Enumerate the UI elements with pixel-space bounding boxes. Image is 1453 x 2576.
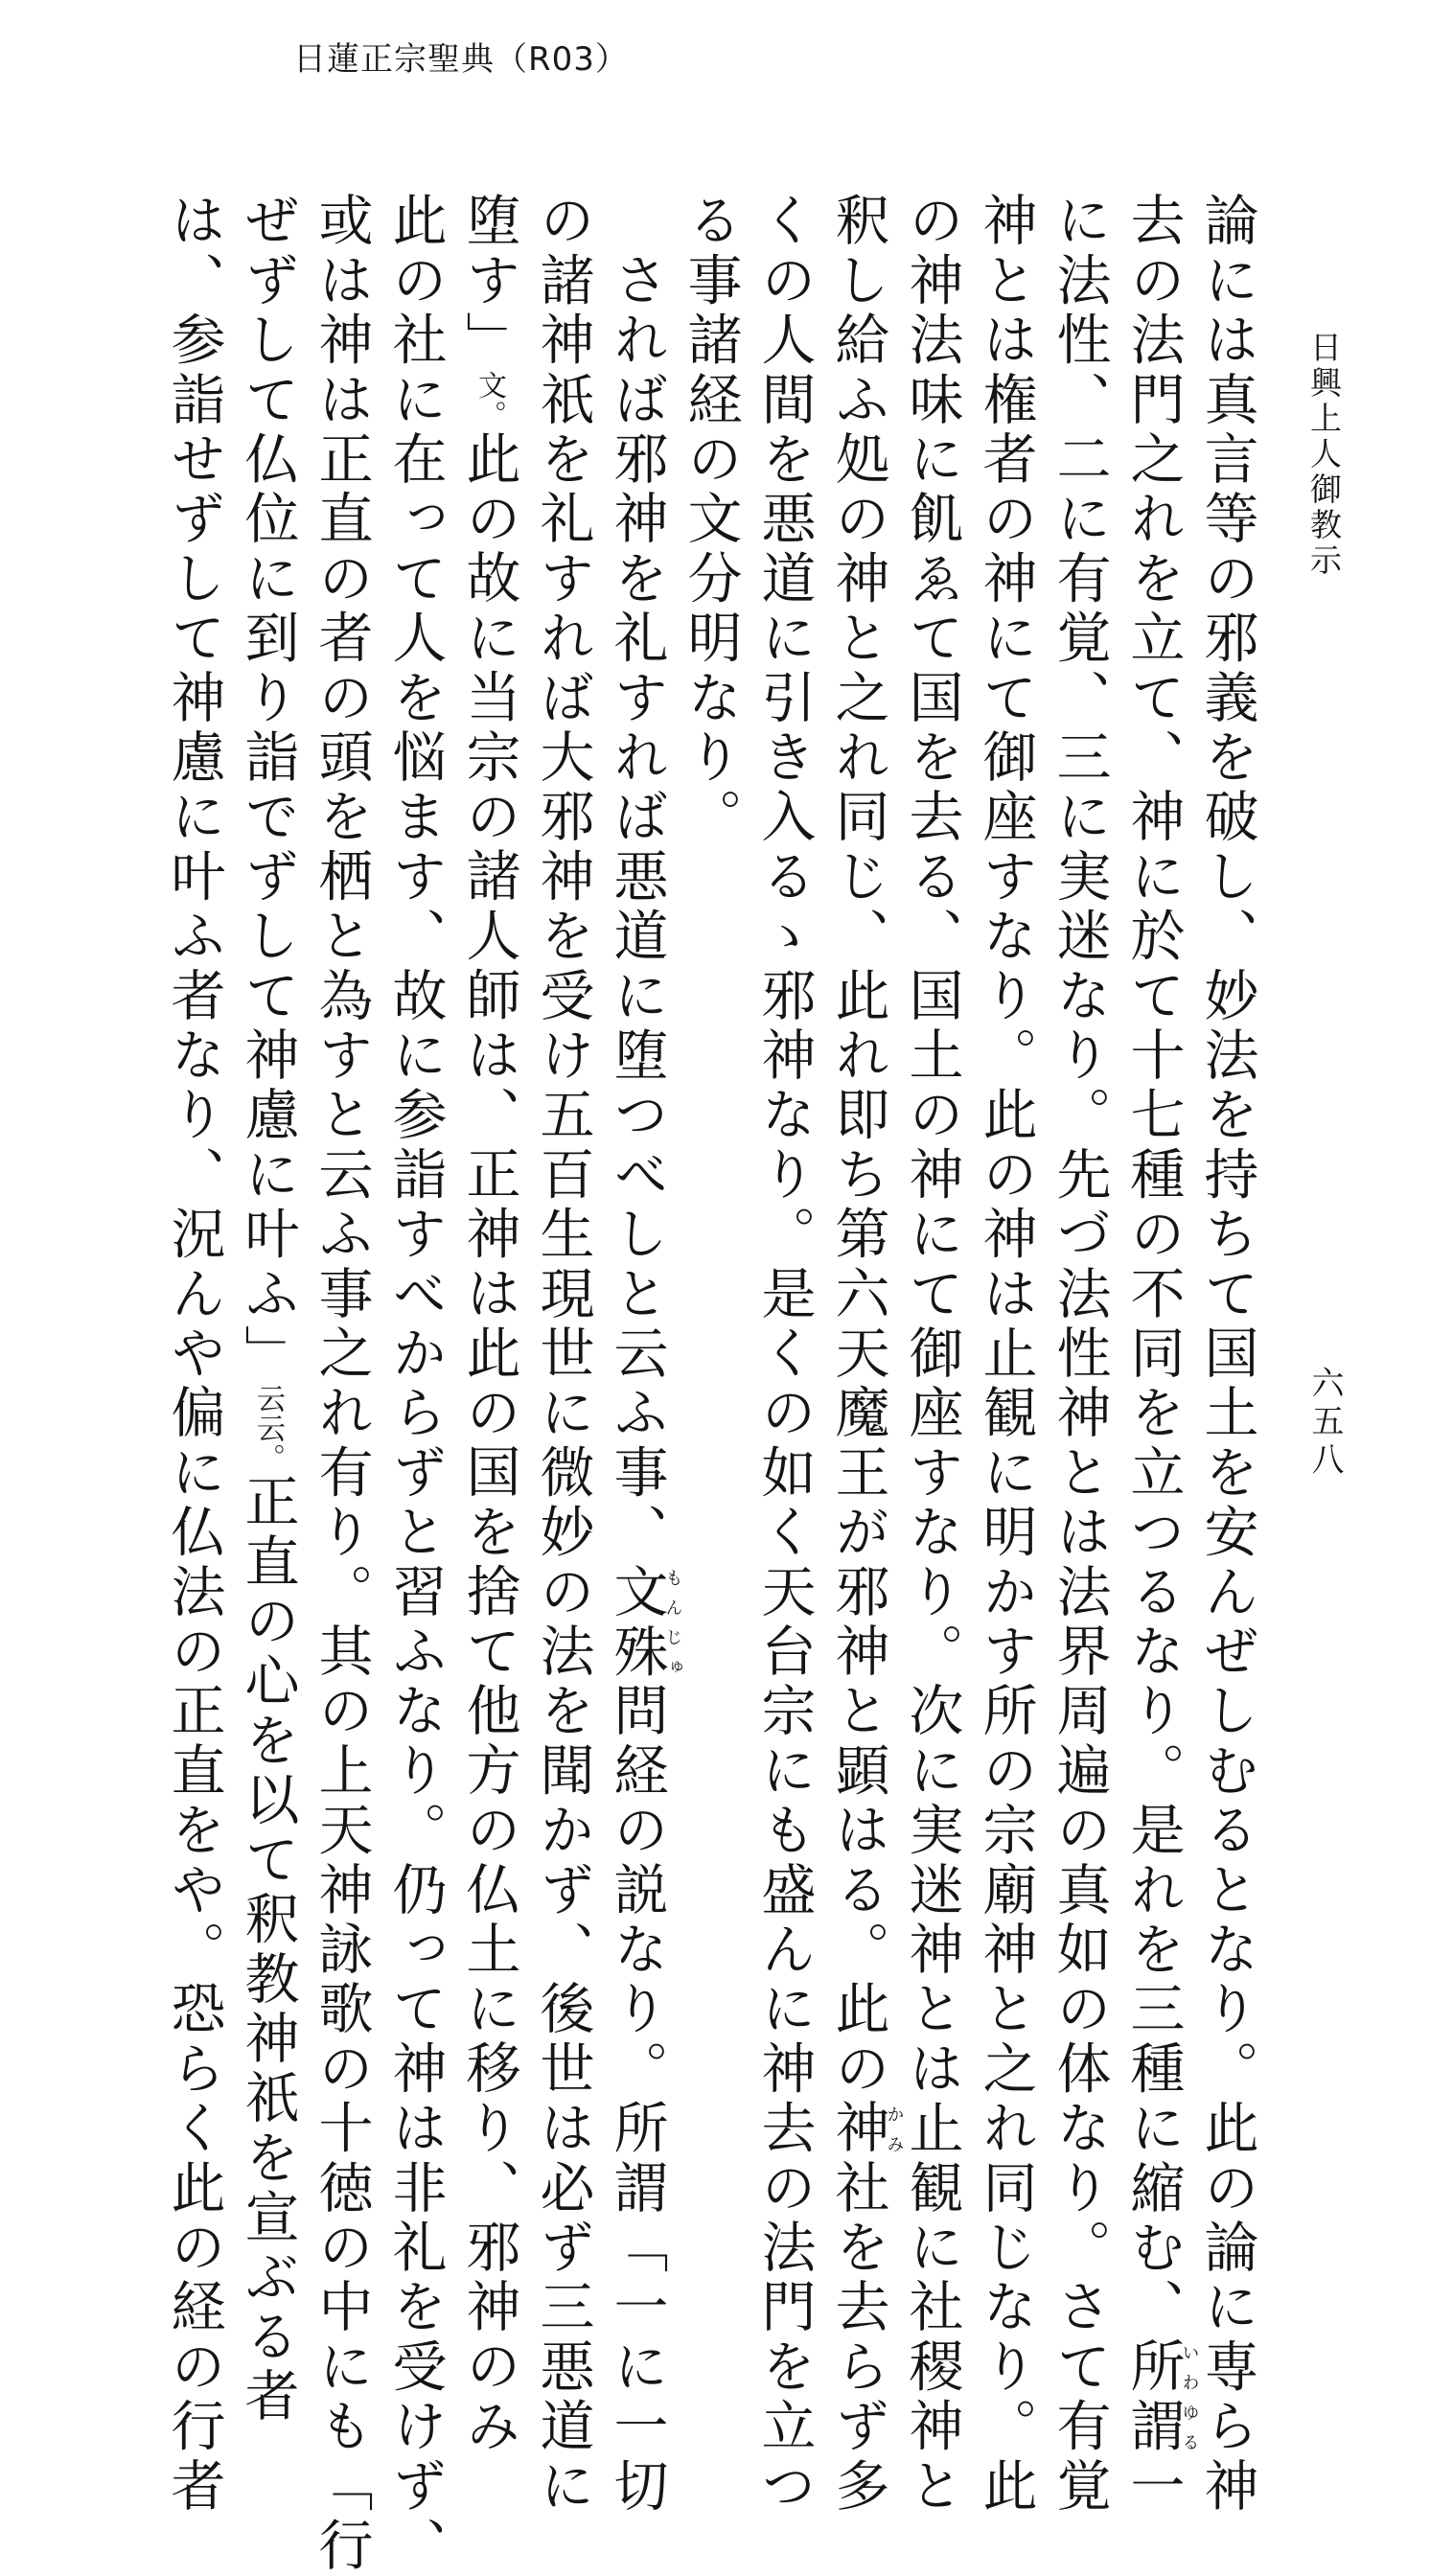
text-line (378, 192, 451, 2576)
ruby-monju (605, 1562, 683, 1683)
line-text: 神とは権者の神にて御座すなり。此の神は止観に明かす所の宗廟神と之れ同じなり。此 (974, 192, 1037, 2517)
small-note: 云云。 (251, 1384, 285, 1473)
text-line (230, 192, 305, 2427)
line-text: ぜずして仏位に到り詣でずして神慮に叶ふ」 (236, 192, 299, 1384)
ruby-reading: かみ (884, 2099, 905, 2159)
ruby-base: 神 (826, 2099, 889, 2159)
line-text: 去の法門之れを立て、神に於て十七種の不同を立つるなり。是れを三種に縮む、 (1121, 192, 1185, 2338)
line-text: 堕す」 (457, 192, 520, 371)
small-note: 文。 (473, 370, 506, 430)
line-text: 釈し給ふ処の神と之れ同じ、此れ即ち第六天魔王が邪神と顕はる。此の (826, 192, 889, 2100)
text-line (968, 192, 1042, 2517)
page-number: 六五八 (1305, 1366, 1344, 1481)
ruby-base: 文殊 (605, 1562, 668, 1683)
text-line (599, 192, 683, 2517)
line-text: 此の社に在って人を悩ます、故に参詣すべからずと習ふなり。仍って神は非礼を受けず、 (383, 192, 447, 2576)
text-line (304, 192, 378, 2576)
line-tail: 社を去らず多 (826, 2158, 889, 2517)
line-tail: 正直の心を以て釈教神祇を宣ぶる者 (236, 1473, 299, 2427)
ruby-reading: いわゆる (1179, 2337, 1200, 2457)
line-text: の諸神祇を礼すれば大邪神を受け五百生現世に微妙の法を聞かず、後世は必ず三悪道に (531, 192, 594, 2517)
ruby-kami (826, 2099, 905, 2159)
header-title: 日蓮正宗聖典（R03） (293, 40, 629, 79)
line-text: 或は神は正直の者の頭を栖と為すと云ふ事之れ有り。其の上天神詠歌の十徳の中にも「行 (310, 192, 373, 2576)
text-line (673, 192, 747, 1993)
line-text: くの人間を悪道に引き入るゝ邪神なり。是くの如く天台宗にも盛んに神去の法門を立つ (752, 192, 816, 2517)
line-text: されば邪神を礼すれば悪道に堕つべしと云ふ事、 (605, 192, 668, 1563)
text-line (747, 192, 820, 2517)
text-line (820, 192, 905, 2517)
ruby-reading: もんじゅ (662, 1562, 683, 1683)
line-text: は、参詣せずして神慮に叶ふ者なり、況んや偏に仏法の正直をや。恐らく此の経の行者 (162, 192, 225, 2517)
line-tail: 一 (1121, 2456, 1185, 2517)
line-text: 論には真言等の邪義を破し、妙法を持ちて国土を安んぜしむるとなり。此の論に専ら神 (1195, 192, 1258, 2517)
text-line (1116, 192, 1200, 2517)
line-tail: 此の故に当宗の諸人師は、正神は此の国を捨て他方の仏土に移り、邪神のみ (457, 429, 520, 2457)
text-line (525, 192, 599, 2517)
text-line (156, 192, 230, 2517)
line-text: に法性、二に有覚、三に実迷なり。先づ法性神とは法界周遍の真如の体なり。さて有覚 (1048, 192, 1111, 2517)
ruby-base: 所謂 (1121, 2337, 1185, 2457)
ruby-iwayuru (1121, 2337, 1200, 2457)
line-text: る事諸経の文分明なり。 (679, 192, 742, 848)
running-head: 日興上人御教示 (1305, 331, 1343, 579)
line-text: の神法味に飢ゑて国を去る、国土の神にて御座すなり。次に実迷神とは止観に社稷神と (900, 192, 963, 2517)
text-line (1042, 192, 1116, 2517)
text-line (451, 192, 526, 2457)
line-tail: 問経の説なり。所謂「一に一切 (605, 1682, 668, 2517)
